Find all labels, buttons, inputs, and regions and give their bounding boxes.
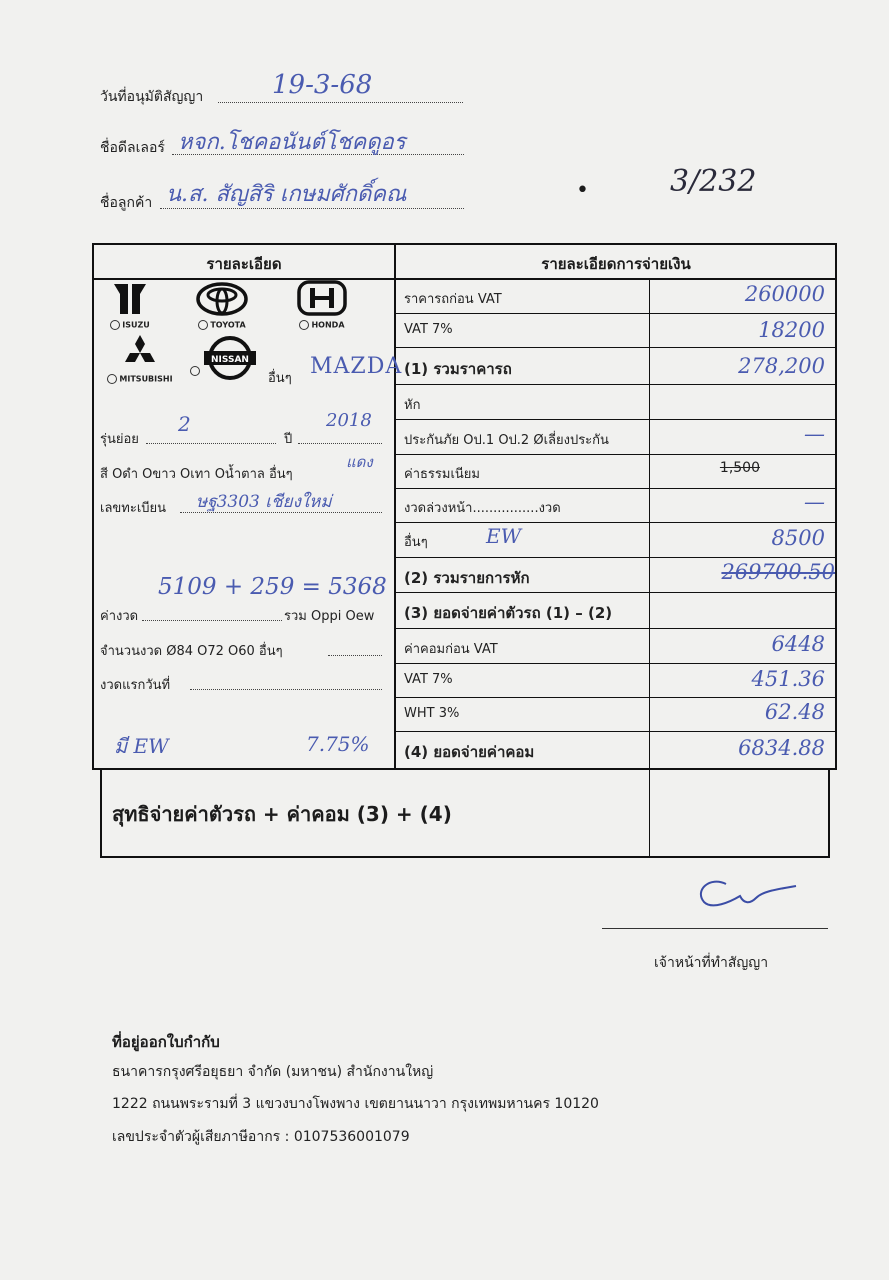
model-line <box>146 443 276 444</box>
num-installments-line <box>328 655 382 656</box>
num-installments-label: จำนวนงวด Ø84 O72 O60 อื่นๆ <box>100 644 283 659</box>
note-left: มี EW <box>114 734 169 758</box>
svg-text:NISSAN: NISSAN <box>211 355 249 365</box>
customer-value: น.ส. สัญสิริ เกษมศักดิ์คณ <box>166 182 407 207</box>
signature-scribble-icon <box>690 872 800 918</box>
row-label-deduct: หัก <box>404 398 421 413</box>
first-installment-line <box>190 689 382 690</box>
toyota-logo-icon <box>195 282 249 316</box>
model-value: 2 <box>178 412 191 436</box>
footer-title: ที่อยู่ออกใบกำกับ <box>112 1033 220 1051</box>
installment-line <box>142 620 282 621</box>
approval-date-value: 19-3-68 <box>272 70 373 100</box>
details-title: รายละเอียด <box>206 255 282 273</box>
model-label: รุ่นย่อย <box>100 432 139 447</box>
brand-honda-label: HONDA <box>311 320 345 330</box>
amount-price-before-vat: 260000 <box>744 282 825 306</box>
brand-isuzu-label: ISUZU <box>122 320 150 330</box>
other-brand-label: อื่นๆ <box>268 371 292 386</box>
amount-total-deductions: 269700.50 <box>721 560 835 584</box>
table-header-rule <box>92 278 837 280</box>
dealer-value: หจก.โชคอนันต์โชคดูอร <box>178 130 406 155</box>
signature-line <box>602 928 828 929</box>
amount-commission-before-vat: 6448 <box>771 632 825 656</box>
brand-isuzu <box>100 282 160 330</box>
row-label-fee: ค่าธรรมเนียม <box>404 467 480 482</box>
row-rule <box>396 731 836 732</box>
plate-label: เลขทะเบียน <box>100 501 167 516</box>
row-label-wht: WHT 3% <box>404 706 460 721</box>
year-line <box>298 443 382 444</box>
brand-toyota-label: TOYOTA <box>210 320 246 330</box>
footer-line-3: เลขประจำตัวผู้เสียภาษีอากร : 0107536001079 <box>112 1129 410 1145</box>
row-rule <box>396 313 836 314</box>
row-rule <box>396 697 836 698</box>
row-label-car-payment: (3) ยอดจ่ายค่าตัวรถ (1) – (2) <box>404 604 613 622</box>
signature-role: เจ้าหน้าที่ทำสัญญา <box>654 955 769 971</box>
nissan-radio[interactable] <box>190 366 200 376</box>
reference-number: 3/232 <box>670 164 757 199</box>
year-label: ปี <box>284 432 293 447</box>
amount-commission-payment: 6834.88 <box>738 736 825 760</box>
approval-date-line <box>218 102 463 103</box>
amount-advance-installment: — <box>804 490 825 514</box>
other-brand-value: MAZDA <box>310 354 403 379</box>
row-rule <box>396 488 836 489</box>
row-rule <box>396 522 836 523</box>
brand-honda <box>282 280 362 330</box>
row-rule <box>396 384 836 385</box>
row-label-price-before-vat: ราคารถก่อน VAT <box>404 292 502 307</box>
row-rule <box>396 663 836 664</box>
amount-total-price: 278,200 <box>738 354 825 378</box>
installment-value: 5109 + 259 = 5368 <box>158 574 387 600</box>
row-rule <box>396 592 836 593</box>
table-divider <box>394 243 396 770</box>
payment-title: รายละเอียดการจ่ายเงิน <box>541 255 691 273</box>
row-rule <box>396 557 836 558</box>
row-rule <box>396 628 836 629</box>
footer-line-1: ธนาคารกรุงศรีอยุธยา จำกัด (มหาชน) สำนักงานใหญ่ <box>112 1064 434 1080</box>
dealer-label: ชื่อดีลเลอร์ <box>100 140 165 156</box>
row-label-other: อื่นๆ <box>404 535 428 550</box>
installment-label: ค่างวด <box>100 609 139 624</box>
brand-toyota <box>182 282 262 330</box>
row-label-commission-vat: VAT 7% <box>404 672 453 687</box>
net-payment-label: สุทธิจ่ายค่าตัวรถ + ค่าคอม (3) + (4) <box>112 802 452 826</box>
row-rule <box>396 454 836 455</box>
isuzu-logo-icon <box>110 282 150 316</box>
nissan-logo-icon <box>200 334 260 382</box>
honda-logo-icon <box>295 280 349 316</box>
amount-fee: 1,500 <box>719 460 760 476</box>
approval-date-label: วันที่อนุมัติสัญญา <box>100 89 204 105</box>
plate-value: ษฐ3303 เชียงใหม่ <box>196 492 332 512</box>
amount-insurance: — <box>804 422 825 446</box>
other-handwritten: EW <box>486 524 522 548</box>
color-value: แดง <box>346 453 373 471</box>
row-label-total-deductions: (2) รวมรายการหัก <box>404 569 530 587</box>
customer-label: ชื่อลูกค้า <box>100 195 153 211</box>
brand-mitsubishi <box>100 334 180 384</box>
row-rule <box>396 347 836 348</box>
year-value: 2018 <box>326 410 372 431</box>
amount-wht: 62.48 <box>764 700 825 724</box>
installment-suffix: รวม Oppi Oew <box>284 609 375 624</box>
row-rule <box>396 419 836 420</box>
row-label-commission-payment: (4) ยอดจ่ายค่าคอม <box>404 743 535 761</box>
brand-mitsubishi-label: MITSUBISHI <box>119 374 173 384</box>
row-label-insurance: ประกันภัย Oป.1 Oป.2 Øเลี่ยงประกัน <box>404 433 609 448</box>
amount-vat: 18200 <box>758 318 825 342</box>
color-label: สี Oดำ Oขาว Oเทา Oน้ำตาล อื่นๆ <box>100 467 293 482</box>
bullet-dot: • <box>576 178 589 203</box>
amount-commission-vat: 451.36 <box>751 667 825 691</box>
row-label-advance-installment: งวดล่วงหน้า................งวด <box>404 501 561 516</box>
row-label-total-price: (1) รวมราคารถ <box>404 360 512 378</box>
row-label-commission-before-vat: ค่าคอมก่อน VAT <box>404 642 498 657</box>
amount-other: 8500 <box>771 526 825 550</box>
note-rate: 7.75% <box>306 732 370 756</box>
row-label-vat: VAT 7% <box>404 322 453 337</box>
brand-nissan <box>200 334 260 386</box>
footer-line-2: 1222 ถนนพระรามที่ 3 แขวงบางโพงพาง เขตยานนาวา กรุงเทพมหานคร 10120 <box>112 1096 599 1112</box>
net-payment-divider <box>649 768 650 858</box>
mitsubishi-logo-icon <box>120 334 160 370</box>
first-installment-label: งวดแรกวันที่ <box>100 678 171 693</box>
